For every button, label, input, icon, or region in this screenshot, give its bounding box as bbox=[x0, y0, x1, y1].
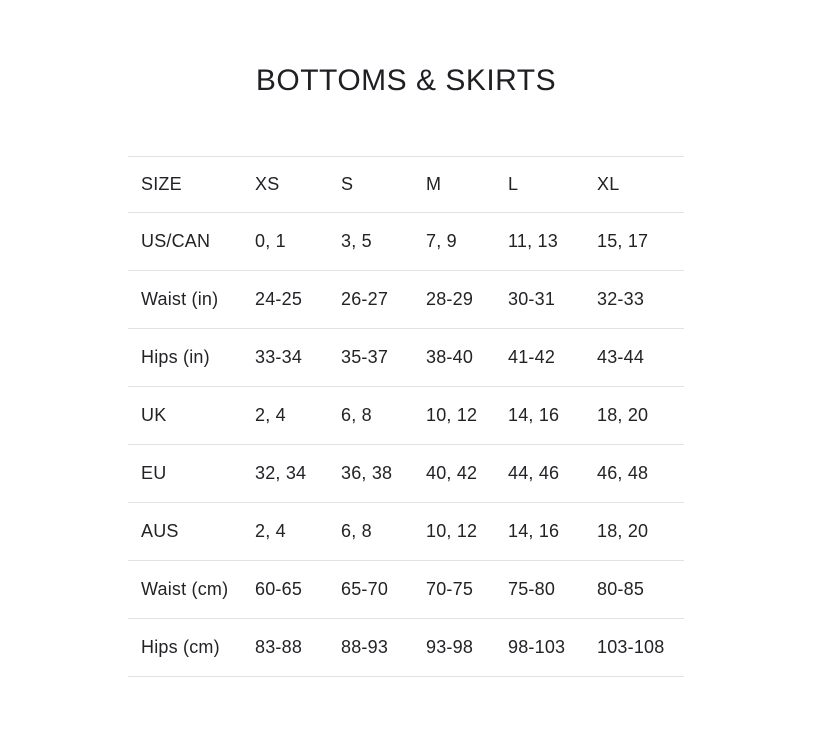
cell: 2, 4 bbox=[242, 387, 328, 445]
cell: 60-65 bbox=[242, 561, 328, 619]
table-row-us-can bbox=[128, 213, 684, 271]
cell: 103-108 bbox=[584, 619, 684, 677]
cell: 40, 42 bbox=[413, 445, 495, 503]
cell: 43-44 bbox=[584, 329, 684, 387]
cell: 6, 8 bbox=[328, 387, 413, 445]
cell: 80-85 bbox=[584, 561, 684, 619]
cell: 18, 20 bbox=[584, 503, 684, 561]
cell: 24-25 bbox=[242, 271, 328, 329]
row-label: UK bbox=[128, 387, 242, 445]
column-header-l: L bbox=[495, 157, 584, 213]
table-row-uk bbox=[128, 387, 684, 445]
cell: 83-88 bbox=[242, 619, 328, 677]
header-row bbox=[128, 157, 684, 213]
cell: 98-103 bbox=[495, 619, 584, 677]
column-header-xs: XS bbox=[242, 157, 328, 213]
cell: 6, 8 bbox=[328, 503, 413, 561]
cell: 3, 5 bbox=[328, 213, 413, 271]
cell: 2, 4 bbox=[242, 503, 328, 561]
row-label: Hips (in) bbox=[128, 329, 242, 387]
cell: 32-33 bbox=[584, 271, 684, 329]
row-label: US/CAN bbox=[128, 213, 242, 271]
cell: 10, 12 bbox=[413, 387, 495, 445]
cell: 35-37 bbox=[328, 329, 413, 387]
cell: 14, 16 bbox=[495, 503, 584, 561]
cell: 26-27 bbox=[328, 271, 413, 329]
column-header-m: M bbox=[413, 157, 495, 213]
cell: 33-34 bbox=[242, 329, 328, 387]
cell: 36, 38 bbox=[328, 445, 413, 503]
cell: 7, 9 bbox=[413, 213, 495, 271]
cell: 75-80 bbox=[495, 561, 584, 619]
row-label: Hips (cm) bbox=[128, 619, 242, 677]
cell: 10, 12 bbox=[413, 503, 495, 561]
cell: 38-40 bbox=[413, 329, 495, 387]
column-header-size: SIZE bbox=[128, 157, 242, 213]
cell: 41-42 bbox=[495, 329, 584, 387]
cell: 28-29 bbox=[413, 271, 495, 329]
cell: 30-31 bbox=[495, 271, 584, 329]
cell: 14, 16 bbox=[495, 387, 584, 445]
size-chart-table bbox=[128, 156, 684, 677]
cell: 0, 1 bbox=[242, 213, 328, 271]
row-label: Waist (cm) bbox=[128, 561, 242, 619]
table-row-aus bbox=[128, 503, 684, 561]
cell: 44, 46 bbox=[495, 445, 584, 503]
table-row-eu bbox=[128, 445, 684, 503]
cell: 88-93 bbox=[328, 619, 413, 677]
cell: 11, 13 bbox=[495, 213, 584, 271]
cell: 93-98 bbox=[413, 619, 495, 677]
table-row-waist-in bbox=[128, 271, 684, 329]
cell: 15, 17 bbox=[584, 213, 684, 271]
row-label: EU bbox=[128, 445, 242, 503]
column-header-xl: XL bbox=[584, 157, 684, 213]
row-label: Waist (in) bbox=[128, 271, 242, 329]
table-row-hips-cm bbox=[128, 619, 684, 677]
cell: 46, 48 bbox=[584, 445, 684, 503]
table-row-hips-in bbox=[128, 329, 684, 387]
table-row-waist-cm bbox=[128, 561, 684, 619]
cell: 65-70 bbox=[328, 561, 413, 619]
page-title: BOTTOMS & SKIRTS bbox=[255, 64, 557, 97]
cell: 70-75 bbox=[413, 561, 495, 619]
cell: 18, 20 bbox=[584, 387, 684, 445]
column-header-s: S bbox=[328, 157, 413, 213]
row-label: AUS bbox=[128, 503, 242, 561]
cell: 32, 34 bbox=[242, 445, 328, 503]
